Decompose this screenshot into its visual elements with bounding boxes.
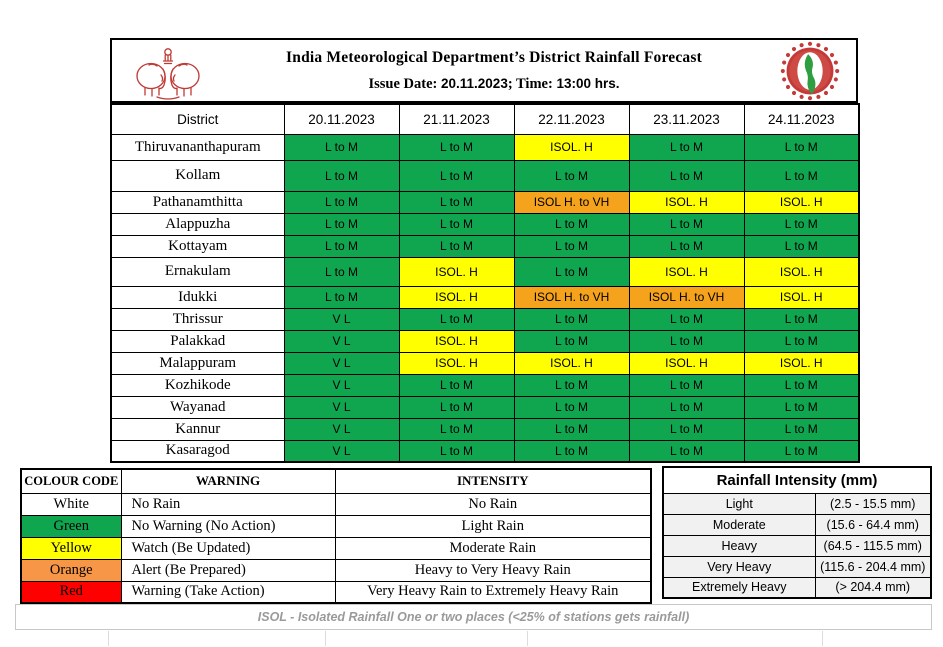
- page-title: India Meteorological Department’s District Rainfall Forecast: [286, 48, 702, 66]
- forecast-cell: L to M: [284, 191, 399, 213]
- forecast-cell: ISOL. H: [744, 286, 859, 308]
- forecast-cell: L to M: [284, 257, 399, 286]
- rainfall-label-cell: Extremely Heavy: [663, 577, 815, 598]
- colour-code-legend-table: [20, 468, 652, 604]
- forecast-cell: ISOL H. to VH: [629, 286, 744, 308]
- grid-line: [108, 631, 109, 646]
- issue-date-value: 20.11.2023: [441, 75, 508, 91]
- rainfall-range-cell: (> 204.4 mm): [815, 577, 931, 598]
- district-name: Malappuram: [111, 352, 284, 374]
- forecast-cell: ISOL. H: [399, 330, 514, 352]
- forecast-cell: L to M: [514, 374, 629, 396]
- legend-row: [21, 493, 651, 515]
- forecast-cell: V L: [284, 374, 399, 396]
- time-value: 13:00 hrs.: [556, 75, 620, 91]
- legend-header-row: [21, 469, 651, 493]
- forecast-cell: L to M: [744, 308, 859, 330]
- rainfall-intensity-row: [663, 577, 931, 598]
- forecast-cell: V L: [284, 308, 399, 330]
- rainfall-label-cell: Moderate: [663, 514, 815, 535]
- district-name: Wayanad: [111, 396, 284, 418]
- forecast-cell: L to M: [629, 160, 744, 191]
- forecast-cell: L to M: [399, 191, 514, 213]
- forecast-row: [111, 308, 859, 330]
- district-name: Ernakulam: [111, 257, 284, 286]
- rainfall-intensity-table: [662, 466, 932, 599]
- rainfall-intensity-header-row: [663, 467, 931, 493]
- forecast-cell: L to M: [399, 418, 514, 440]
- forecast-cell: ISOL. H: [744, 352, 859, 374]
- district-name: Kottayam: [111, 235, 284, 257]
- forecast-cell: L to M: [284, 213, 399, 235]
- forecast-header-row: [111, 104, 859, 134]
- forecast-cell: L to M: [629, 330, 744, 352]
- forecast-cell: L to M: [399, 308, 514, 330]
- warning-cell: No Rain: [121, 493, 335, 515]
- issue-date-line: [224, 76, 764, 93]
- forecast-cell: L to M: [399, 440, 514, 462]
- forecast-cell: L to M: [629, 418, 744, 440]
- forecast-cell: L to M: [744, 160, 859, 191]
- forecast-cell: ISOL. H: [629, 352, 744, 374]
- district-name: Pathanamthitta: [111, 191, 284, 213]
- grid-line: [822, 631, 823, 646]
- forecast-cell: ISOL. H: [399, 257, 514, 286]
- forecast-cell: V L: [284, 352, 399, 374]
- forecast-cell: L to M: [399, 134, 514, 160]
- warning-cell: Alert (Be Prepared): [121, 559, 335, 581]
- forecast-cell: L to M: [514, 396, 629, 418]
- forecast-cell: L to M: [399, 160, 514, 191]
- column-header-date: 20.11.2023: [284, 104, 399, 134]
- forecast-cell: ISOL H. to VH: [514, 286, 629, 308]
- forecast-row: [111, 257, 859, 286]
- forecast-cell: L to M: [744, 134, 859, 160]
- forecast-bulletin: [110, 38, 858, 463]
- legend-header-intensity: INTENSITY: [335, 469, 651, 493]
- colour-swatch-cell: Green: [21, 515, 121, 537]
- forecast-cell: V L: [284, 330, 399, 352]
- forecast-cell: L to M: [744, 396, 859, 418]
- column-header-date: 22.11.2023: [514, 104, 629, 134]
- district-name: Kozhikode: [111, 374, 284, 396]
- title-box: [110, 38, 858, 103]
- column-header-date: 23.11.2023: [629, 104, 744, 134]
- forecast-cell: L to M: [514, 235, 629, 257]
- time-label: ; Time:: [507, 75, 553, 92]
- rainfall-intensity-row: [663, 556, 931, 577]
- forecast-cell: ISOL. H: [399, 352, 514, 374]
- rainfall-range-cell: (15.6 - 64.4 mm): [815, 514, 931, 535]
- legend-row: [21, 581, 651, 603]
- legend-row: [21, 559, 651, 581]
- forecast-cell: L to M: [284, 134, 399, 160]
- forecast-cell: ISOL H. to VH: [514, 191, 629, 213]
- district-name: Palakkad: [111, 330, 284, 352]
- legend-row: [21, 537, 651, 559]
- district-name: Alappuzha: [111, 213, 284, 235]
- rainfall-label-cell: Heavy: [663, 535, 815, 556]
- forecast-cell: L to M: [514, 160, 629, 191]
- intensity-cell: No Rain: [335, 493, 651, 515]
- forecast-cell: L to M: [629, 235, 744, 257]
- forecast-cell: L to M: [514, 418, 629, 440]
- forecast-cell: L to M: [514, 330, 629, 352]
- forecast-cell: L to M: [399, 235, 514, 257]
- forecast-cell: L to M: [629, 308, 744, 330]
- warning-cell: Warning (Take Action): [121, 581, 335, 603]
- district-name: Kollam: [111, 160, 284, 191]
- kerala-government-emblem-icon: [112, 42, 224, 100]
- forecast-cell: L to M: [629, 213, 744, 235]
- forecast-row: [111, 396, 859, 418]
- column-header-date: 24.11.2023: [744, 104, 859, 134]
- forecast-cell: L to M: [284, 160, 399, 191]
- forecast-row: [111, 352, 859, 374]
- intensity-cell: Moderate Rain: [335, 537, 651, 559]
- forecast-cell: L to M: [629, 396, 744, 418]
- forecast-cell: L to M: [514, 440, 629, 462]
- forecast-cell: L to M: [629, 440, 744, 462]
- rainfall-range-cell: (2.5 - 15.5 mm): [815, 493, 931, 514]
- district-name: Kannur: [111, 418, 284, 440]
- forecast-cell: L to M: [514, 257, 629, 286]
- district-name: Thrissur: [111, 308, 284, 330]
- forecast-cell: ISOL. H: [629, 257, 744, 286]
- rainfall-range-cell: (64.5 - 115.5 mm): [815, 535, 931, 556]
- warning-cell: Watch (Be Updated): [121, 537, 335, 559]
- forecast-cell: L to M: [399, 396, 514, 418]
- forecast-cell: ISOL. H: [629, 191, 744, 213]
- forecast-cell: L to M: [284, 235, 399, 257]
- legend-header-colour-code: COLOUR CODE: [21, 469, 121, 493]
- legend-row: [21, 515, 651, 537]
- forecast-row: [111, 235, 859, 257]
- warning-cell: No Warning (No Action): [121, 515, 335, 537]
- rainfall-label-cell: Light: [663, 493, 815, 514]
- rainfall-label-cell: Very Heavy: [663, 556, 815, 577]
- forecast-cell: L to M: [514, 213, 629, 235]
- column-header-district: District: [111, 104, 284, 134]
- title-block: [224, 49, 764, 93]
- forecast-cell: L to M: [629, 134, 744, 160]
- forecast-cell: ISOL. H: [399, 286, 514, 308]
- rainfall-range-cell: (115.6 - 204.4 mm): [815, 556, 931, 577]
- isol-footnote: ISOL - Isolated Rainfall One or two places (<25% of stations gets rainfall): [15, 604, 932, 630]
- colour-swatch-cell: Yellow: [21, 537, 121, 559]
- forecast-cell: L to M: [399, 374, 514, 396]
- forecast-row: [111, 134, 859, 160]
- issue-date-label: Issue Date:: [368, 75, 438, 92]
- forecast-cell: L to M: [744, 213, 859, 235]
- intensity-cell: Very Heavy Rain to Extremely Heavy Rain: [335, 581, 651, 603]
- column-header-date: 21.11.2023: [399, 104, 514, 134]
- forecast-row: [111, 330, 859, 352]
- imd-logo-icon: [764, 41, 856, 101]
- forecast-cell: L to M: [744, 440, 859, 462]
- forecast-row: [111, 440, 859, 462]
- forecast-cell: L to M: [629, 374, 744, 396]
- colour-swatch-cell: Red: [21, 581, 121, 603]
- forecast-cell: ISOL. H: [514, 352, 629, 374]
- intensity-cell: Light Rain: [335, 515, 651, 537]
- forecast-row: [111, 418, 859, 440]
- forecast-row: [111, 213, 859, 235]
- forecast-row: [111, 191, 859, 213]
- forecast-cell: V L: [284, 440, 399, 462]
- forecast-cell: ISOL. H: [514, 134, 629, 160]
- rainfall-intensity-row: [663, 514, 931, 535]
- forecast-cell: V L: [284, 396, 399, 418]
- forecast-cell: L to M: [744, 374, 859, 396]
- forecast-cell: ISOL. H: [744, 257, 859, 286]
- grid-line: [527, 631, 528, 646]
- forecast-cell: L to M: [744, 330, 859, 352]
- forecast-cell: V L: [284, 418, 399, 440]
- legend-header-warning: WARNING: [121, 469, 335, 493]
- rainfall-intensity-row: [663, 535, 931, 556]
- intensity-cell: Heavy to Very Heavy Rain: [335, 559, 651, 581]
- forecast-cell: L to M: [744, 235, 859, 257]
- colour-swatch-cell: Orange: [21, 559, 121, 581]
- forecast-cell: L to M: [399, 213, 514, 235]
- rainfall-intensity-title: Rainfall Intensity (mm): [663, 467, 931, 493]
- grid-line: [325, 631, 326, 646]
- rainfall-intensity-row: [663, 493, 931, 514]
- forecast-cell: L to M: [284, 286, 399, 308]
- forecast-row: [111, 374, 859, 396]
- forecast-cell: L to M: [744, 418, 859, 440]
- forecast-table: [110, 103, 860, 463]
- colour-swatch-cell: White: [21, 493, 121, 515]
- forecast-row: [111, 286, 859, 308]
- district-name: Thiruvananthapuram: [111, 134, 284, 160]
- forecast-row: [111, 160, 859, 191]
- district-name: Idukki: [111, 286, 284, 308]
- forecast-cell: ISOL. H: [744, 191, 859, 213]
- forecast-cell: L to M: [514, 308, 629, 330]
- district-name: Kasaragod: [111, 440, 284, 462]
